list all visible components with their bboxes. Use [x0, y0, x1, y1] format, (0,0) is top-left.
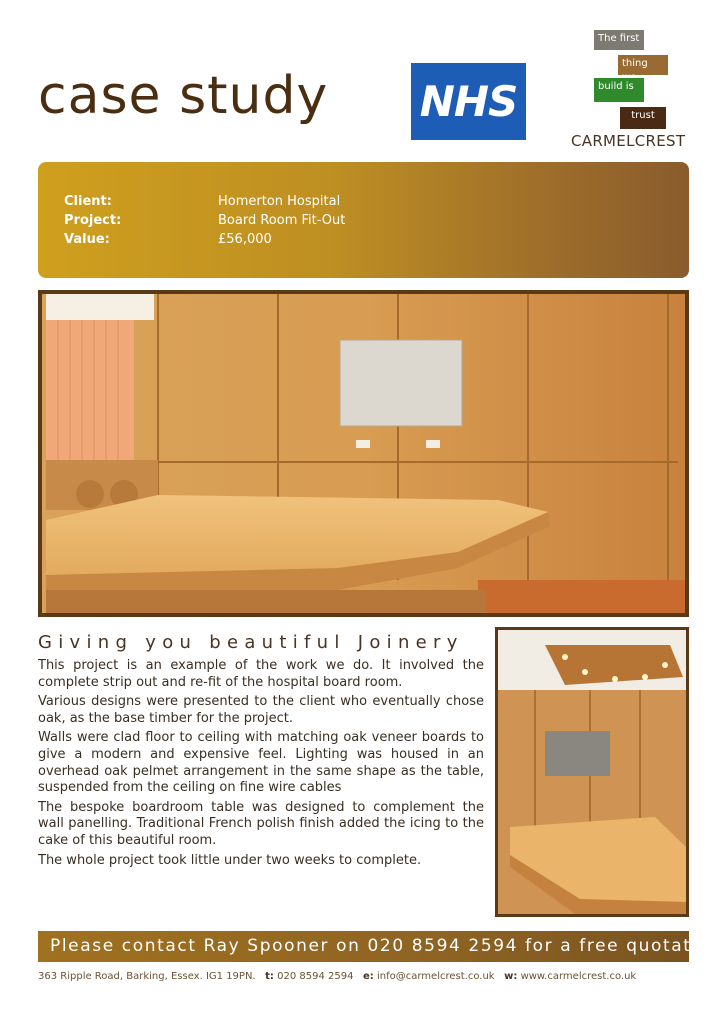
logo-block-2: thing	[618, 55, 668, 75]
nhs-logo-text: NHS	[419, 77, 518, 126]
value-amount: £56,000	[218, 232, 272, 247]
project-value: Board Room Fit-Out	[218, 213, 346, 228]
paragraph: The bespoke boardroom table was designed to complement the wall panelling. Traditional French polish finish added the icing to the cake of this beautiful room.	[38, 799, 484, 848]
footer	[38, 971, 698, 982]
nhs-logo	[411, 63, 526, 140]
client-value: Homerton Hospital	[218, 194, 341, 209]
project-info-panel	[38, 162, 689, 278]
footer-address: 363 Ripple Road, Barking, Essex. IG1 19PN.	[38, 971, 256, 982]
footer-email[interactable]: info@carmelcrest.co.uk	[376, 971, 495, 982]
boardroom-photo	[38, 290, 689, 617]
value-label: Value:	[64, 232, 110, 247]
client-label: Client:	[64, 194, 112, 209]
footer-website[interactable]: www.carmelcrest.co.uk	[520, 971, 637, 982]
boardroom-photo-2	[495, 627, 689, 917]
carmelcrest-wordmark: CARMELCREST	[571, 132, 686, 150]
project-label: Project:	[64, 213, 122, 228]
footer-phone: 020 8594 2594	[277, 971, 354, 982]
email-label: e:	[363, 971, 374, 982]
web-label: w:	[504, 971, 518, 982]
paragraph: Various designs were presented to the client who eventually chose oak, as the base timber for the project.	[38, 694, 484, 726]
article-body	[38, 658, 484, 872]
tel-label: t:	[265, 971, 274, 982]
paragraph: This project is an example of the work we do. It involved the complete strip out and re-fit of the hospital board room.	[38, 658, 484, 690]
contact-bar: Please contact Ray Spooner on 020 8594 2594 for a free quotation	[38, 931, 689, 962]
paragraph: The whole project took little under two weeks to complete.	[38, 852, 422, 868]
page-title: case study	[38, 66, 329, 126]
logo-block-4: trust	[620, 107, 666, 129]
paragraph: Walls were clad floor to ceiling with matching oak veneer boards to give a modern and expensive feel. Lighting was housed in an overhead oak pelmet arrangement in the same shape as the table, suspended from the ceiling on fine wire cables	[38, 730, 484, 796]
logo-block-3: build is	[594, 78, 644, 102]
logo-block-1: The first	[594, 30, 644, 50]
article-heading: Giving you beautiful Joinery	[38, 632, 464, 653]
